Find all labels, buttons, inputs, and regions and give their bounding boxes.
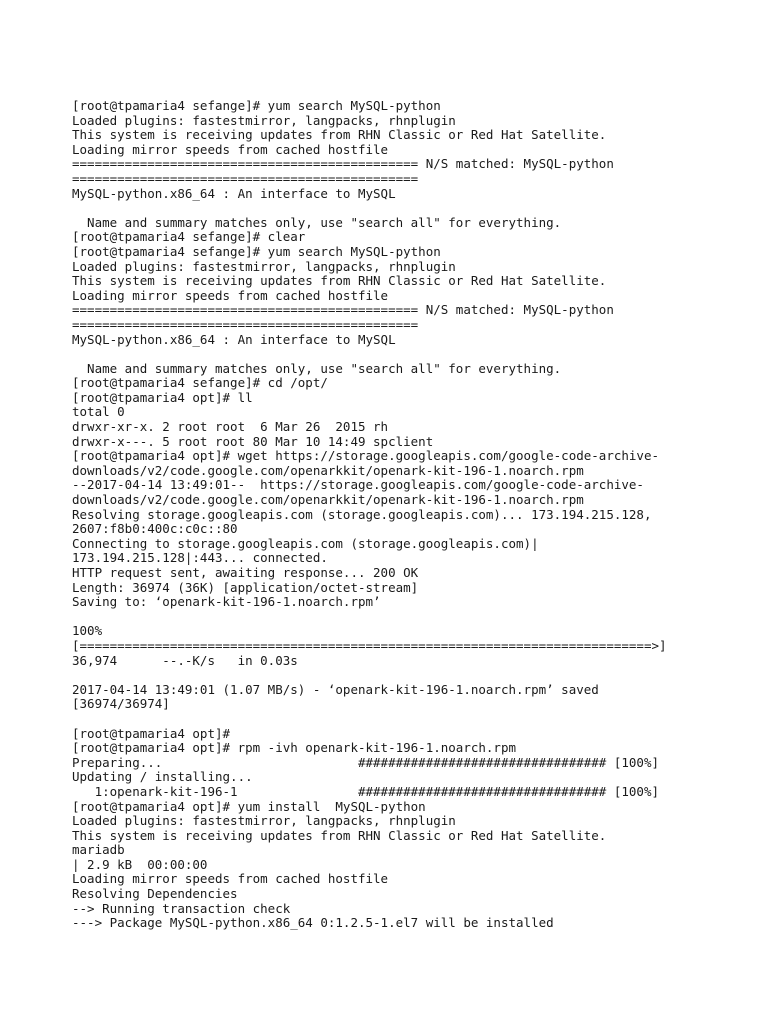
terminal-line: [root@tpamaria4 opt]# ll	[72, 389, 253, 405]
terminal-line: Name and summary matches only, use "search all" for everything.	[72, 214, 562, 230]
terminal-output	[72, 99, 752, 931]
terminal-line: Length: 36974 (36K) [application/octet-stream]	[72, 579, 419, 595]
terminal-line: [root@tpamaria4 sefange]# yum search MySQL-python	[72, 243, 441, 259]
terminal-line: [root@tpamaria4 opt]#	[72, 725, 231, 741]
terminal-line: Loaded plugins: fastestmirror, langpacks, rhnplugin	[72, 112, 456, 128]
terminal-line: total 0	[72, 404, 125, 420]
terminal-line: Resolving Dependencies	[72, 886, 238, 902]
terminal-line: ============================================== N/S matched: MySQL-python	[72, 156, 614, 172]
terminal-line: downloads/v2/code.google.com/openarkkit/openark-kit-196-1.noarch.rpm	[72, 462, 584, 478]
terminal-line: This system is receiving updates from RHN Classic or Red Hat Satellite.	[72, 273, 607, 289]
terminal-line	[72, 347, 752, 362]
terminal-line: This system is receiving updates from RHN Classic or Red Hat Satellite.	[72, 827, 607, 843]
terminal-line: [root@tpamaria4 opt]# rpm -ivh openark-kit-196-1.noarch.rpm	[72, 740, 517, 756]
terminal-line: [36974/36974]	[72, 696, 170, 712]
terminal-line: 100%	[72, 623, 103, 639]
terminal-line: ---> Package MySQL-python.x86_64 0:1.2.5-1.el7 will be installed	[72, 915, 554, 931]
terminal-line: | 2.9 kB 00:00:00	[72, 856, 208, 872]
terminal-line: [root@tpamaria4 sefange]# cd /opt/	[72, 375, 328, 391]
terminal-line: [root@tpamaria4 opt]# wget https://storage.googleapis.com/google-code-archive-	[72, 448, 659, 464]
terminal-line: --> Running transaction check	[72, 900, 291, 916]
terminal-line: downloads/v2/code.google.com/openarkkit/openark-kit-196-1.noarch.rpm	[72, 492, 584, 508]
terminal-line: ==============================================	[72, 170, 419, 186]
terminal-line: Loaded plugins: fastestmirror, langpacks, rhnplugin	[72, 258, 456, 274]
terminal-line: 173.194.215.128|:443... connected.	[72, 550, 328, 566]
terminal-line: Loading mirror speeds from cached hostfile	[72, 871, 389, 887]
terminal-line	[72, 201, 752, 216]
terminal-line: Saving to: ‘openark-kit-196-1.noarch.rpm’	[72, 594, 381, 610]
terminal-line	[72, 712, 752, 727]
terminal-line: [root@tpamaria4 sefange]# yum search MySQL-python	[72, 98, 441, 113]
terminal-line: drwxr-x---. 5 root root 80 Mar 10 14:49 spclient	[72, 433, 434, 449]
terminal-line	[72, 668, 752, 683]
terminal-line: ==============================================	[72, 316, 419, 332]
terminal-line: Connecting to storage.googleapis.com (storage.googleapis.com)|	[72, 535, 539, 551]
terminal-line: [============================================================================>]	[72, 637, 667, 653]
terminal-line: MySQL-python.x86_64 : An interface to MySQL	[72, 185, 396, 201]
terminal-line: [root@tpamaria4 sefange]# clear	[72, 229, 306, 245]
terminal-line: 36,974 --.-K/s in 0.03s	[72, 652, 298, 668]
terminal-line: mariadb	[72, 842, 125, 858]
terminal-line: --2017-04-14 13:49:01-- https://storage.googleapis.com/google-code-archive-	[72, 477, 644, 493]
terminal-line: This system is receiving updates from RHN Classic or Red Hat Satellite.	[72, 127, 607, 143]
terminal-line: Name and summary matches only, use "search all" for everything.	[72, 360, 562, 376]
terminal-line: 2607:f8b0:400c:c0c::80	[72, 521, 238, 537]
terminal-line	[72, 610, 752, 625]
terminal-line: [root@tpamaria4 opt]# yum install MySQL-python	[72, 798, 426, 814]
terminal-line: Loaded plugins: fastestmirror, langpacks, rhnplugin	[72, 813, 456, 829]
terminal-line: Resolving storage.googleapis.com (storage.googleapis.com)... 173.194.215.128,	[72, 506, 652, 522]
terminal-line: ============================================== N/S matched: MySQL-python	[72, 302, 614, 318]
terminal-line: 1:openark-kit-196-1 ################################# [100%]	[72, 783, 659, 799]
terminal-line: Loading mirror speeds from cached hostfile	[72, 287, 389, 303]
terminal-line: drwxr-xr-x. 2 root root 6 Mar 26 2015 rh	[72, 419, 389, 435]
terminal-line: Updating / installing...	[72, 769, 253, 785]
terminal-line: HTTP request sent, awaiting response... 200 OK	[72, 565, 419, 580]
terminal-line: MySQL-python.x86_64 : An interface to MySQL	[72, 331, 396, 347]
terminal-line: Preparing... ################################# [100%]	[72, 754, 659, 770]
terminal-line: 2017-04-14 13:49:01 (1.07 MB/s) - ‘openark-kit-196-1.noarch.rpm’ saved	[72, 681, 599, 697]
terminal-line: Loading mirror speeds from cached hostfile	[72, 141, 389, 157]
